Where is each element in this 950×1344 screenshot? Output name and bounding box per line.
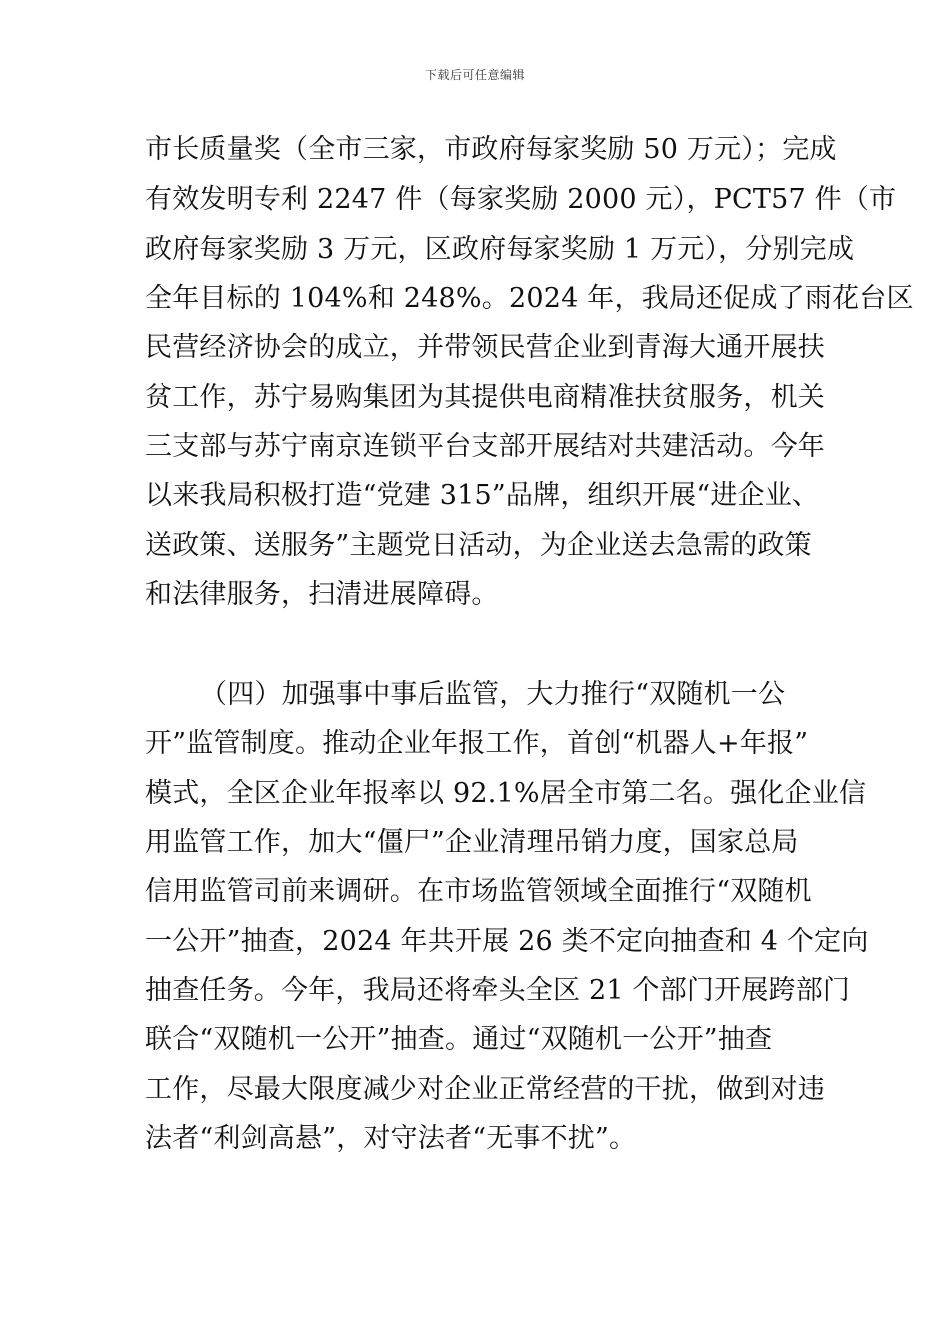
paragraph-1-line-8: 以来我局积极打造“党建 315”品牌，组织开展“进企业、 — [145, 480, 820, 511]
paragraph-2-line-1: （四）加强事中事后监管，大力推行“双随机一公 — [200, 679, 786, 710]
paragraph-1-line-7: 三支部与苏宁南京连锁平台支部开展结对共建活动。今年 — [145, 431, 825, 462]
paragraph-1-line-5: 民营经济协会的成立，并带领民营企业到青海大通开展扶 — [145, 332, 825, 363]
paragraph-2-line-5: 信用监管司前来调研。在市场监管领域全面推行“双随机 — [145, 876, 812, 907]
paragraph-1-line-1: 市长质量奖（全市三家，市政府每家奖励 50 万元）；完成 — [145, 134, 837, 165]
paragraph-1-line-6: 贫工作，苏宁易购集团为其提供电商精准扶贫服务，机关 — [145, 382, 825, 413]
paragraph-2-line-6: 一公开”抽查，2024 年共开展 26 类不定向抽查和 4 个定向 — [145, 926, 869, 957]
paragraph-1-line-2: 有效发明专利 2247 件（每家奖励 2000 元），PCT57 件（市 — [145, 184, 897, 215]
paragraph-2-line-3: 模式，全区企业年报率以 92.1%居全市第二名。强化企业信 — [145, 778, 867, 809]
paragraph-2-line-7: 抽查任务。今年，我局还将牵头全区 21 个部门开展跨部门 — [145, 975, 851, 1006]
paragraph-1-line-3: 政府每家奖励 3 万元，区政府每家奖励 1 万元），分别完成 — [145, 234, 855, 265]
paragraph-2-line-4: 用监管工作，加大“僵尸”企业清理吊销力度，国家总局 — [145, 827, 799, 858]
paragraph-1-line-4: 全年目标的 104%和 248%。2024 年，我局还促成了雨花台区 — [145, 283, 914, 314]
paragraph-1-line-10: 和法律服务，扫清进展障碍。 — [145, 579, 499, 610]
paragraph-2-line-10: 法者“利剑高悬”，对守法者“无事不扰”。 — [145, 1123, 637, 1154]
paragraph-1-line-9: 送政策、送服务”主题党日活动，为企业送去急需的政策 — [145, 530, 812, 561]
paragraph-2-line-9: 工作，尽最大限度减少对企业正常经营的干扰，做到对违 — [145, 1074, 825, 1105]
header-note: 下载后可任意编辑 — [424, 68, 525, 82]
paragraph-2-line-8: 联合“双随机一公开”抽查。通过“双随机一公开”抽查 — [145, 1024, 773, 1055]
paragraph-2-line-2: 开”监管制度。推动企业年报工作，首创“机器人+年报” — [145, 728, 809, 759]
